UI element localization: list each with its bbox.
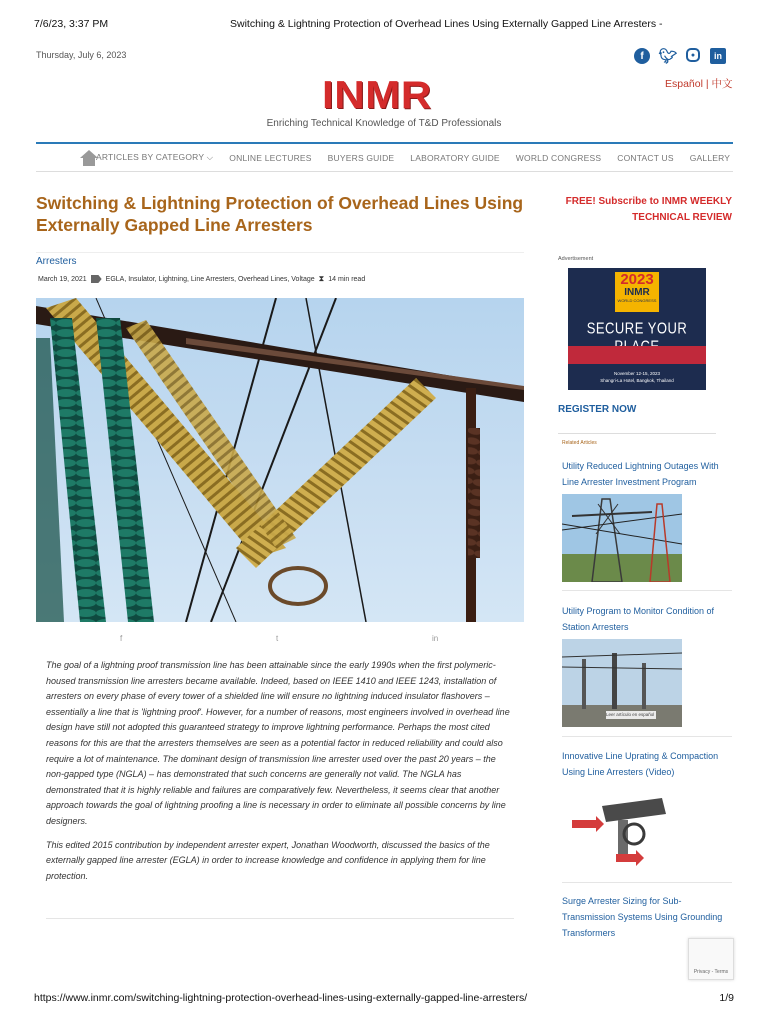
article-date: March 19, 2021 — [38, 275, 87, 283]
main-navigation — [36, 142, 733, 172]
related-article-title[interactable]: Surge Arrester Sizing for Sub-Transmission Systems Using Grounding Transformers — [562, 896, 723, 938]
divider — [46, 918, 514, 919]
article-tags[interactable]: EGLA, Insulator, Lightning, Line Arresters, Overhead Lines, Voltage — [105, 275, 315, 283]
related-article-thumbnail[interactable] — [562, 784, 682, 872]
hourglass-icon: ⧗ — [318, 274, 325, 283]
nav-online-lectures[interactable]: ONLINE LECTURES — [229, 152, 312, 163]
print-datetime: 7/6/23, 3:37 PM — [34, 18, 109, 30]
thumbnail-caption: Leer artículo en español — [606, 712, 655, 717]
current-date: Thursday, July 6, 2023 — [36, 50, 127, 60]
register-now-link[interactable]: REGISTER NOW — [558, 404, 637, 415]
nav-buyers-guide[interactable]: BUYERS GUIDE — [327, 152, 395, 163]
nav-contact-us[interactable]: CONTACT US — [617, 152, 674, 163]
lattice-tower-photo — [562, 494, 682, 582]
article-body — [46, 658, 516, 892]
ad-brand: INMR — [624, 287, 650, 298]
social-links — [634, 48, 726, 64]
related-article-title[interactable]: Utility Reduced Lightning Outages With Line Arrester Investment Program — [562, 461, 719, 487]
site-tagline: Enriching Technical Knowledge of T&D Professionals — [266, 118, 502, 129]
ad-event: WORLD CONGRESS — [617, 298, 657, 303]
facebook-icon[interactable]: f — [634, 48, 650, 64]
share-bar — [36, 634, 524, 648]
linkedin-icon[interactable]: in — [710, 48, 726, 64]
divider — [562, 882, 732, 883]
article-paragraph: This edited 2015 contribution by independent arrester expert, Jonathan Woodworth, discussed the basics of the externally gapped line arrester (EGLA) in order to increase knowledge and confidence in applying them for line protection. — [46, 839, 490, 881]
world-congress-ad[interactable] — [568, 268, 706, 390]
ad-details — [568, 370, 706, 384]
transmission-tower-photo — [36, 298, 524, 622]
article-category[interactable]: Arresters — [36, 256, 77, 267]
print-doc-title: Switching & Lightning Protection of Overhead Lines Using Externally Gapped Line Arresters - — [230, 18, 663, 30]
related-article-title[interactable]: Utility Program to Monitor Condition of Station Arresters — [562, 606, 715, 632]
article-hero-image — [36, 298, 524, 622]
tag-icon — [91, 275, 102, 283]
site-logo[interactable]: INMR — [322, 74, 432, 117]
nav-laboratory-guide[interactable]: LABORATORY GUIDE — [410, 152, 500, 163]
divider — [562, 736, 732, 737]
ad-venue: Shangri-La Hotel, Bangkok, Thailand — [600, 378, 674, 383]
read-time: 14 min read — [328, 275, 366, 283]
nav-world-congress[interactable]: WORLD CONGRESS — [515, 152, 602, 163]
related-article-thumbnail[interactable] — [562, 639, 682, 727]
twitter-icon[interactable]: 🐦︎ — [658, 48, 678, 65]
ad-label: Advertisement — [558, 256, 594, 262]
share-linkedin-icon[interactable]: in — [432, 634, 439, 643]
article-meta — [38, 274, 365, 284]
recaptcha-badge[interactable]: Privacy - Terms — [688, 938, 734, 980]
related-articles-label: Related Articles — [562, 440, 597, 446]
related-article-thumbnail[interactable] — [562, 494, 682, 582]
instagram-icon[interactable]: ● — [686, 48, 700, 62]
line-arrester-diagram — [562, 784, 682, 872]
subscribe-link[interactable]: FREE! Subscribe to INMR WEEKLY TECHNICAL REVIEW — [565, 196, 732, 223]
language-switcher[interactable]: Español | 中文 — [665, 78, 733, 90]
article-card-divider — [36, 252, 524, 253]
nav-articles-by-category[interactable]: ARTICLES BY CATEGORY ⌵ — [96, 152, 214, 162]
share-twitter-icon[interactable]: t — [276, 634, 279, 643]
ad-red-bar — [568, 346, 706, 364]
divider — [562, 590, 732, 591]
nav-gallery[interactable]: GALLERY — [689, 152, 731, 163]
congress-badge — [615, 272, 659, 312]
share-facebook-icon[interactable]: f — [120, 634, 123, 643]
print-url: https://www.inmr.com/switching-lightning-protection-overhead-lines-using-externally-gapped-line-arresters/ — [34, 992, 528, 1004]
related-article-title[interactable]: Innovative Line Uprating & Compaction Using Line Arresters (Video) — [562, 751, 719, 777]
ad-year: 2023 — [620, 271, 654, 288]
ad-headline: SECURE YOUR — [586, 319, 688, 337]
article-title: Switching & Lightning Protection of Overhead Lines Using Externally Gapped Line Arresters — [36, 193, 524, 235]
divider — [558, 433, 716, 434]
print-page-number: 1/9 — [719, 992, 734, 1004]
article-paragraph: The goal of a lightning proof transmission line has been attainable since the early 1990s when the first polymeric-housed transmission line arresters became available. Indeed, based on IEEE 1410 and IEEE 1243, installation of arresters on every phase of every tower of a shielded line will ensure no lightning induced insulator flashovers – essentially a line that is 'lightning proof'. However, for a number of reasons, most engineers involved in overhead line design have still not adopted this guaranteed strategy to improve lightning performance. Perhaps the most cited reasons for this are that the arresters themselves are seen as a potential factor in reduced reliability and could also require a lot of maintenance. The dominant design of transmission line arrester used over the past 20 years – the non-gapped type (NGLA) – has demonstrated that such concerns are generally not valid. The NGLA has demonstrated that it is highly reliable and failures are comparatively few. Nevertheless, it seems clear that another approach towards the goal of lightning proofing a line is necessary in order to eliminate all possible concerns by line designers. — [46, 660, 510, 826]
ad-dates: November 12-15, 2023 — [613, 371, 661, 376]
